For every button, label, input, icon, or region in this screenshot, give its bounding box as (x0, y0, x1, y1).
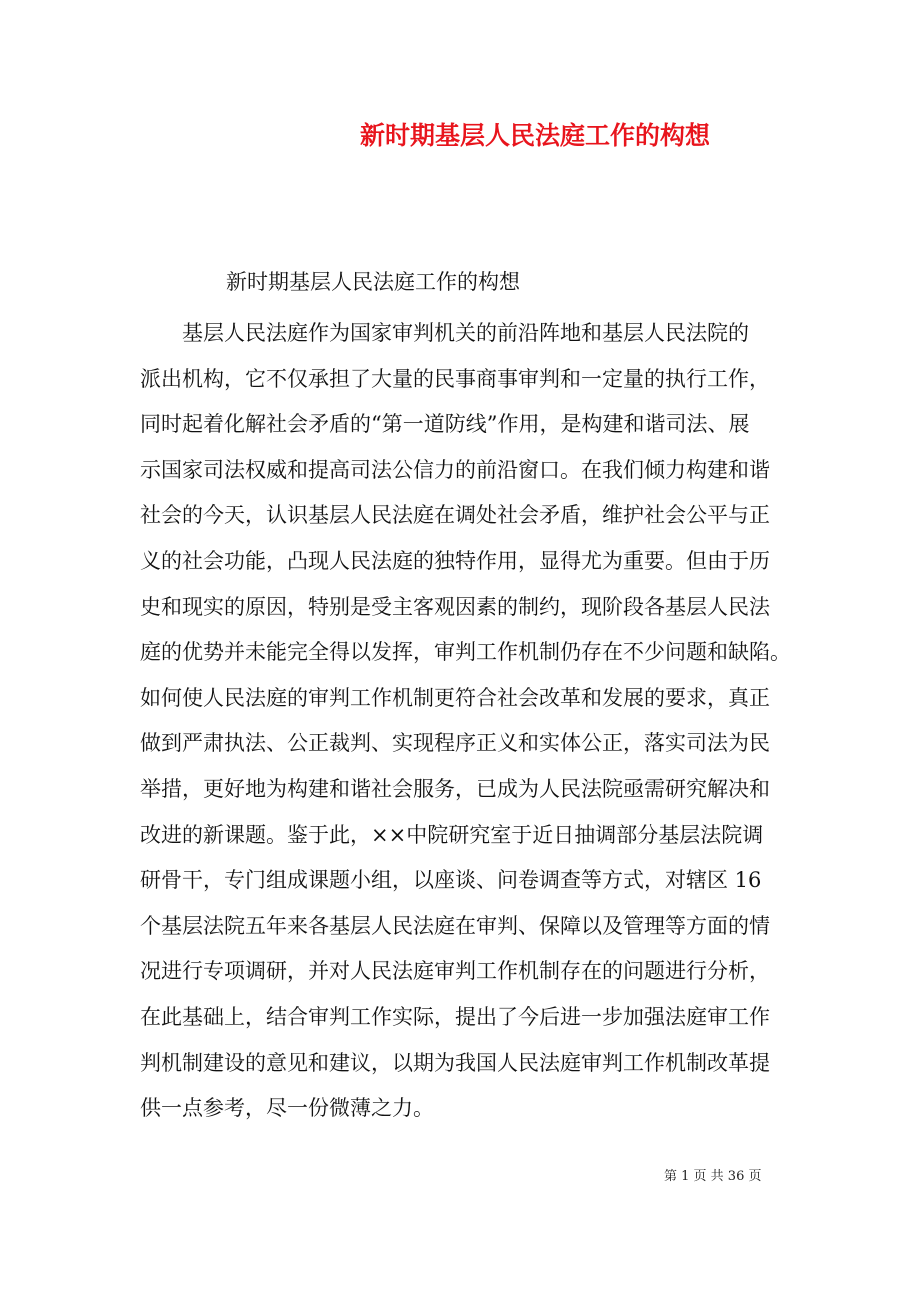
body-line: 示国家司法权威和提高司法公信力的前沿窗口。在我们倾力构建和谐 (140, 457, 770, 482)
body-line: 义的社会功能，凸现人民法庭的独特作用，显得尤为重要。但由于历 (140, 548, 770, 573)
body-paragraph (140, 311, 791, 1132)
body-line: 庭的优势并未能完全得以发挥，审判工作机制仍存在不少问题和缺陷。 (140, 640, 791, 665)
document-subtitle: 新时期基层人民法庭工作的构想 (226, 270, 520, 294)
body-line: 做到严肃执法、公正裁判、实现程序正义和实体公正，落实司法为民 (140, 731, 770, 756)
page-number-footer: 第 1 页 共 36 页 (664, 1169, 762, 1184)
body-line: 同时起着化解社会矛盾的“第一道防线”作用，是构建和谐司法、展 (140, 412, 750, 437)
body-line: 判机制建设的意见和建议，以期为我国人民法庭审判工作机制改革提 (140, 1050, 770, 1075)
body-line: 个基层法院五年来各基层人民法庭在审判、保障以及管理等方面的情 (140, 913, 770, 938)
body-line: 供一点参考，尽一份微薄之力。 (140, 1096, 434, 1121)
document-title: 新时期基层人民法庭工作的构想 (360, 121, 711, 150)
body-line: 如何使人民法庭的审判工作机制更符合社会改革和发展的要求，真正 (140, 685, 770, 710)
body-line: 在此基础上，结合审判工作实际，提出了今后进一步加强法庭审工作 (140, 1004, 770, 1029)
body-line: 举措，更好地为构建和谐社会服务，已成为人民法院亟需研究解决和 (140, 776, 770, 801)
body-line: 基层人民法庭作为国家审判机关的前沿阵地和基层人民法院的 (182, 321, 749, 345)
body-line: 派出机构，它不仅承担了大量的民事商事审判和一定量的执行工作， (140, 366, 770, 391)
body-line: 研骨干，专门组成课题小组，以座谈、问卷调查等方式，对辖区 16 (140, 868, 762, 893)
body-line: 史和现实的原因，特别是受主客观因素的制约，现阶段各基层人民法 (140, 594, 770, 619)
body-line: 况进行专项调研，并对人民法庭审判工作机制存在的问题进行分析， (140, 959, 770, 984)
body-line: 改进的新课题。鉴于此，××中院研究室于近日抽调部分基层法院调 (140, 822, 764, 847)
body-line: 社会的今天，认识基层人民法庭在调处社会矛盾，维护社会公平与正 (140, 503, 770, 528)
